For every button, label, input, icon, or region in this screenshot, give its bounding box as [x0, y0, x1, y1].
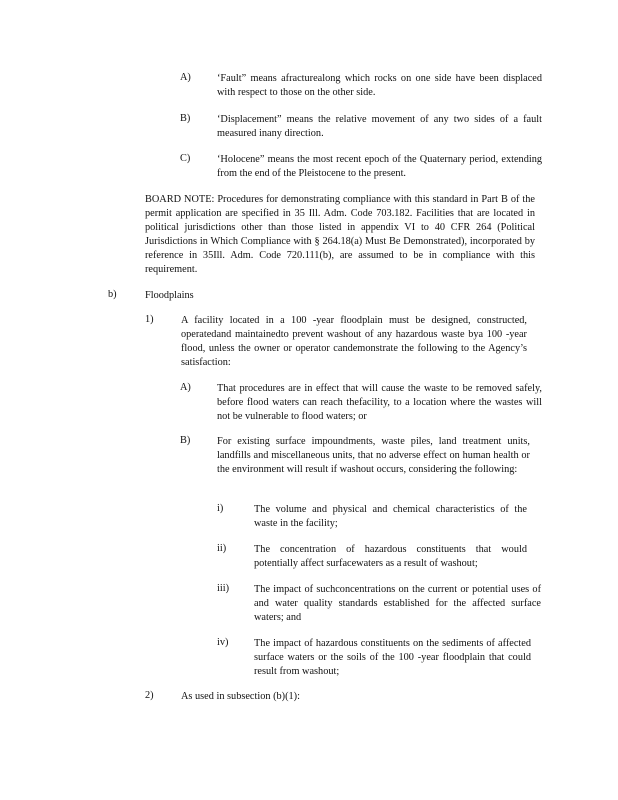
definition-label: B): [180, 113, 191, 124]
definition-text: ‘Displacement” means the relative movement of any two sides of a fault measured inany direction.: [217, 114, 542, 139]
clause-text: The impact of suchconcentrations on the current or potential uses of and water quality standards established for the affected surface waters; and: [254, 584, 541, 623]
definition-text: ‘Holocene” means the most recent epoch of the Quaternary period, extending from the end of the Pleistocene to the present.: [217, 154, 542, 179]
clause-text: The impact of hazardous constituents on the sediments of affected surface waters or the soils of the 100 -year floodplain that could result from washout;: [254, 638, 531, 677]
clause-label: iv): [217, 637, 229, 648]
subparagraph-text: For existing surface impoundments, waste piles, land treatment units, landfills and miscellaneous units, that no adverse effect on human health or the environment will result if washout occurs, considering the following:: [217, 436, 530, 475]
subparagraph-label: B): [180, 435, 191, 446]
definition-label: A): [180, 72, 191, 83]
section-label: b): [108, 289, 117, 300]
clause-text: The concentration of hazardous constituents that would potentially affect surfacewaters as a result of washout;: [254, 544, 527, 569]
section-title: Floodplains: [145, 290, 194, 301]
subparagraph-text: That procedures are in effect that will cause the waste to be removed safely, before flood waters can reach thefacility, to a location where the wastes will not be vulnerable to flood waters; or: [217, 383, 542, 422]
definition-label: C): [180, 153, 191, 164]
clause-label: i): [217, 503, 224, 514]
clause-label: iii): [217, 583, 230, 594]
paragraph-label: 1): [145, 314, 154, 325]
paragraph-label: 2): [145, 690, 154, 701]
paragraph-text: As used in subsection (b)(1):: [181, 691, 300, 702]
definition-text: ‘Fault” means afracturealong which rocks on one side have been displaced with respect to those on the other side.: [217, 73, 542, 98]
clause-text: The volume and physical and chemical characteristics of the waste in the facility;: [254, 504, 527, 529]
paragraph-text: A facility located in a 100 -year floodplain must be designed, constructed, operatedand maintainedto prevent washout of any hazardous waste bya 100 -year flood, unless the owner or operator candemonstrate the following to the Agency’s satisfaction:: [181, 315, 527, 368]
board-note: BOARD NOTE: Procedures for demonstrating compliance with this standard in Part B of the permit application are specified in 35 Ill. Adm. Code 703.182. Facilities that are located in political jurisdictions other than those listed in appendix VI to 40 CFR 264 (Political Jurisdictions in Which Compliance with § 264.18(a) Must Be Demonstrated), incorporated by reference in 35Ill. Adm. Code 720.111(b), are assumed to be in compliance with this requirement.: [145, 194, 535, 275]
subparagraph-label: A): [180, 382, 191, 393]
clause-label: ii): [217, 543, 227, 554]
